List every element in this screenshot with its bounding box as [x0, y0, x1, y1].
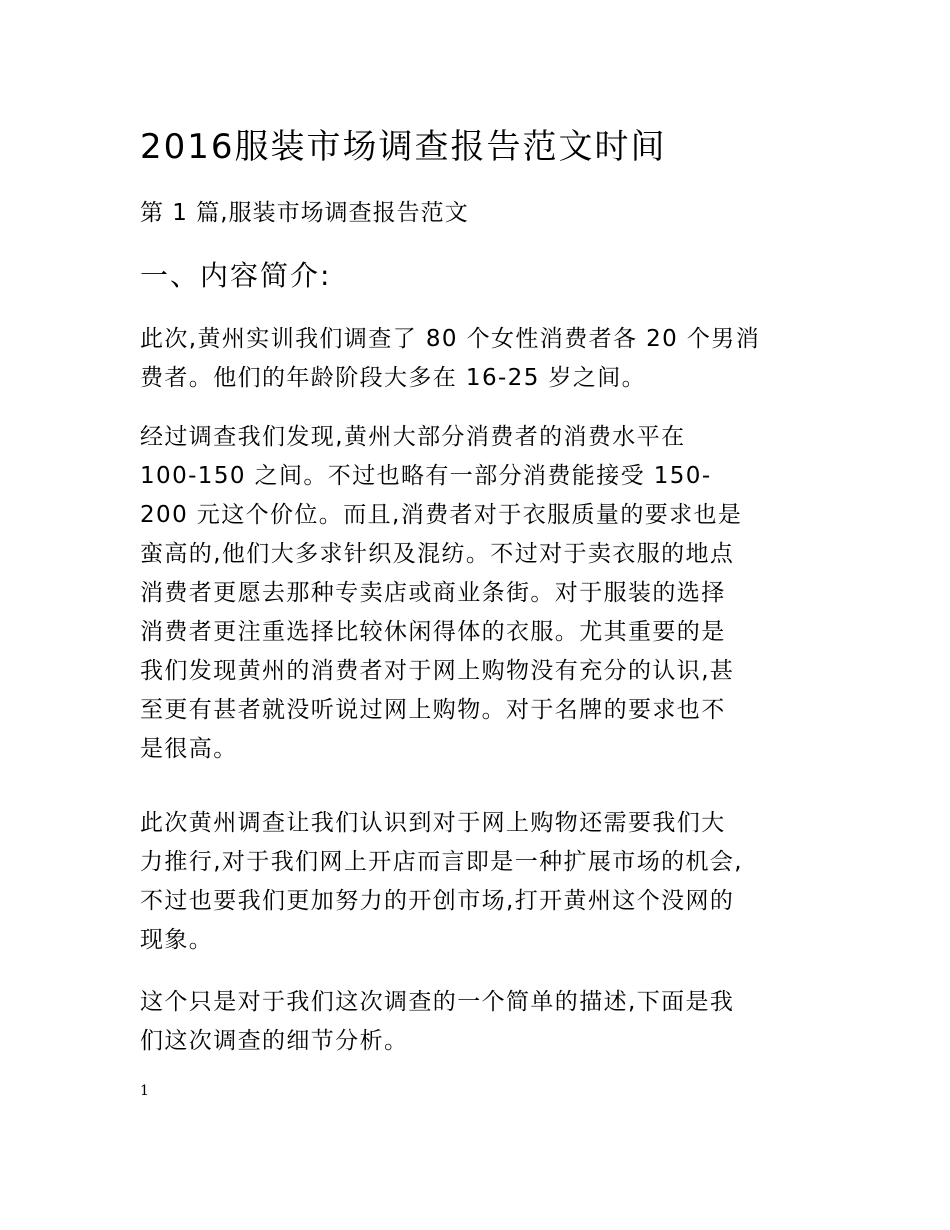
paragraph-line: 100-150 之间。不过也略有一部分消费能接受 150- — [140, 463, 712, 489]
paragraph-2 — [140, 418, 820, 769]
paragraph-line: 经过调查我们发现,黄州大部分消费者的消费水平在 — [140, 424, 686, 450]
paragraph-line: 力推行,对于我们网上开店而言即是一种扩展市场的机会, — [140, 849, 744, 875]
paragraph-3 — [140, 804, 820, 960]
paragraph-4 — [140, 983, 820, 1061]
paragraph-line: 是很高。 — [140, 736, 238, 762]
paragraph-line: 们这次调查的细节分析。 — [140, 1028, 409, 1054]
document-subtitle: 第 1 篇,服装市场调查报告范文 — [140, 200, 469, 226]
section-heading: 一、内容简介: — [140, 259, 332, 292]
paragraph-line: 200 元这个价位。而且,消费者对于衣服质量的要求也是 — [140, 502, 743, 528]
paragraph-line: 此次黄州调查让我们认识到对于网上购物还需要我们大 — [140, 810, 726, 836]
paragraph-line: 至更有甚者就没听说过网上购物。对于名牌的要求也不 — [140, 697, 726, 723]
paragraph-line: 不过也要我们更加努力的开创市场,打开黄州这个没网的 — [140, 888, 735, 914]
paragraph-line: 费者。他们的年龄阶段大多在 16-25 岁之间。 — [140, 365, 647, 391]
paragraph-line: 消费者更愿去那种专卖店或商业条街。对于服装的选择 — [140, 580, 726, 606]
paragraph-line: 现象。 — [140, 927, 214, 953]
document-title: 2016服装市场调查报告范文时间 — [140, 127, 667, 167]
paragraph-line: 消费者更注重选择比较休闲得体的衣服。尤其重要的是 — [140, 619, 726, 645]
paragraph-line: 我们发现黄州的消费者对于网上购物没有充分的认识,甚 — [140, 658, 735, 684]
paragraph-line: 蛮高的,他们大多求针织及混纺。不过对于卖衣服的地点 — [140, 541, 735, 567]
paragraph-1 — [140, 320, 820, 398]
paragraph-line: 此次,黄州实训我们调查了 80 个女性消费者各 20 个男消 — [140, 326, 761, 352]
page-number: 1 — [140, 1083, 149, 1099]
paragraph-line: 这个只是对于我们这次调查的一个简单的描述,下面是我 — [140, 989, 735, 1015]
